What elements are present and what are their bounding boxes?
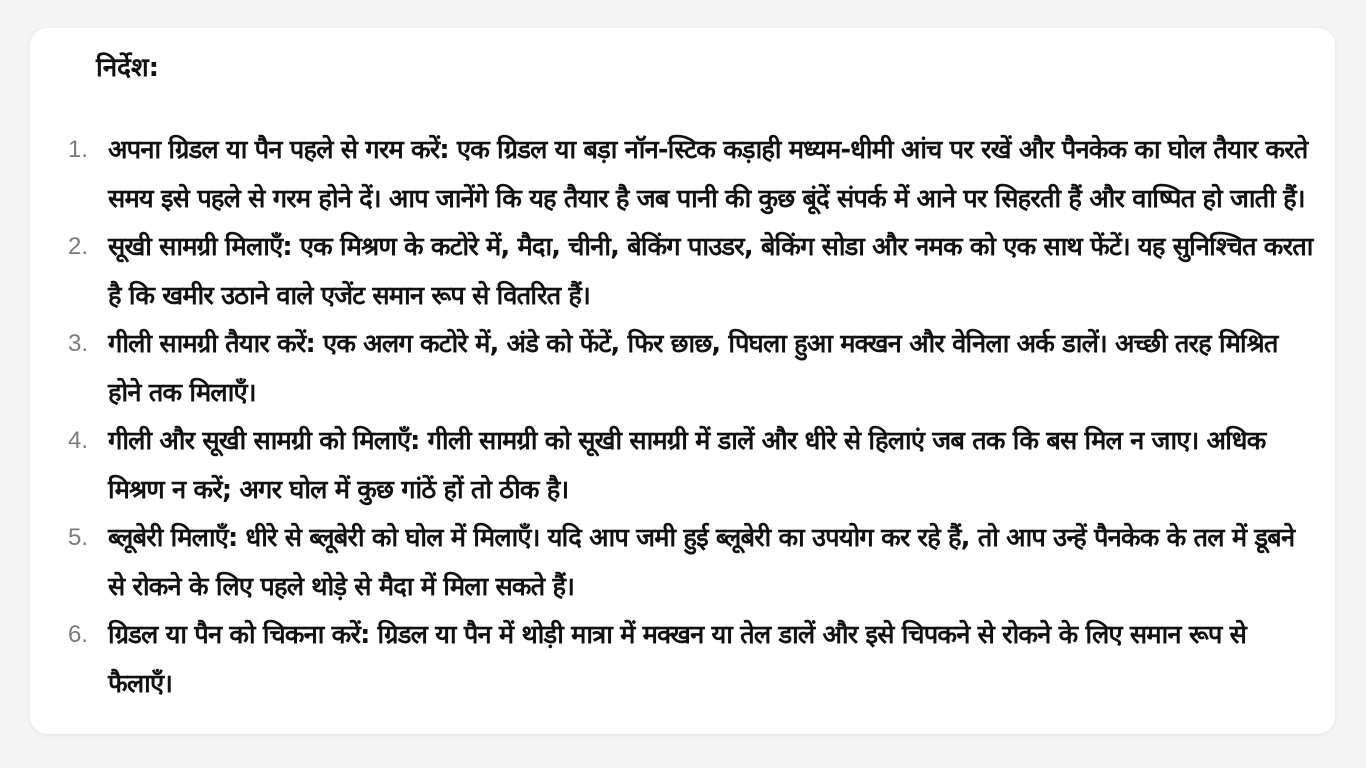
step-item — [68, 611, 1318, 708]
step-number: 6. — [68, 621, 89, 648]
step-number: 1. — [68, 136, 89, 163]
step-text: ग्रिडल या पैन को चिकना करें: ग्रिडल या पैन में थोड़ी मात्रा में मक्खन या तेल डालें और इसे चिपकने से रोकने के लिए समान रूप से फैलाएँ। — [108, 620, 1247, 699]
step-number: 2. — [68, 233, 89, 260]
step-item — [68, 514, 1318, 611]
step-item — [68, 126, 1318, 223]
step-text: सूखी सामग्री मिलाएँ: एक मिश्रण के कटोरे में, मैदा, चीनी, बेकिंग पाउडर, बेकिंग सोडा और नमक को एक साथ फेंटें। यह सुनिश्चित करता है कि खमीर उठाने वाले एजेंट समान रूप से वितरित हैं। — [108, 232, 1313, 311]
instructions-heading: निर्देश: — [96, 53, 160, 83]
step-number: 5. — [68, 524, 89, 551]
step-item — [68, 320, 1318, 417]
instructions-list — [68, 126, 1318, 708]
step-item — [68, 223, 1318, 320]
step-number: 3. — [68, 330, 89, 357]
step-text: अपना ग्रिडल या पैन पहले से गरम करें: एक ग्रिडल या बड़ा नॉन-स्टिक कड़ाही मध्यम-धीमी आंच पर रखें और पैनकेक का घोल तैयार करते समय इसे पहले से गरम होने दें। आप जानेंगे कि यह तैयार है जब पानी की कुछ बूंदें संपर्क में आने पर सिहरती हैं और वाष्पित हो जाती हैं। — [108, 135, 1308, 214]
instructions-card — [30, 28, 1335, 734]
step-text: गीली सामग्री तैयार करें: एक अलग कटोरे में, अंडे को फेंटें, फिर छाछ, पिघला हुआ मक्खन और वेनिला अर्क डालें। अच्छी तरह मिश्रित होने तक मिलाएँ। — [108, 329, 1278, 408]
step-number: 4. — [68, 427, 89, 454]
step-item — [68, 417, 1318, 514]
step-text: गीली और सूखी सामग्री को मिलाएँ: गीली सामग्री को सूखी सामग्री में डालें और धीरे से हिलाएं जब तक कि बस मिल न जाए। अधिक मिश्रण न करें; अगर घोल में कुछ गांठें हों तो ठीक है। — [108, 426, 1266, 505]
step-text: ब्लूबेरी मिलाएँ: धीरे से ब्लूबेरी को घोल में मिलाएँ। यदि आप जमी हुई ब्लूबेरी का उपयोग कर रहे हैं, तो आप उन्हें पैनकेक के तल में डूबने से रोकने के लिए पहले थोड़े से मैदा में मिला सकते हैं। — [108, 523, 1295, 602]
